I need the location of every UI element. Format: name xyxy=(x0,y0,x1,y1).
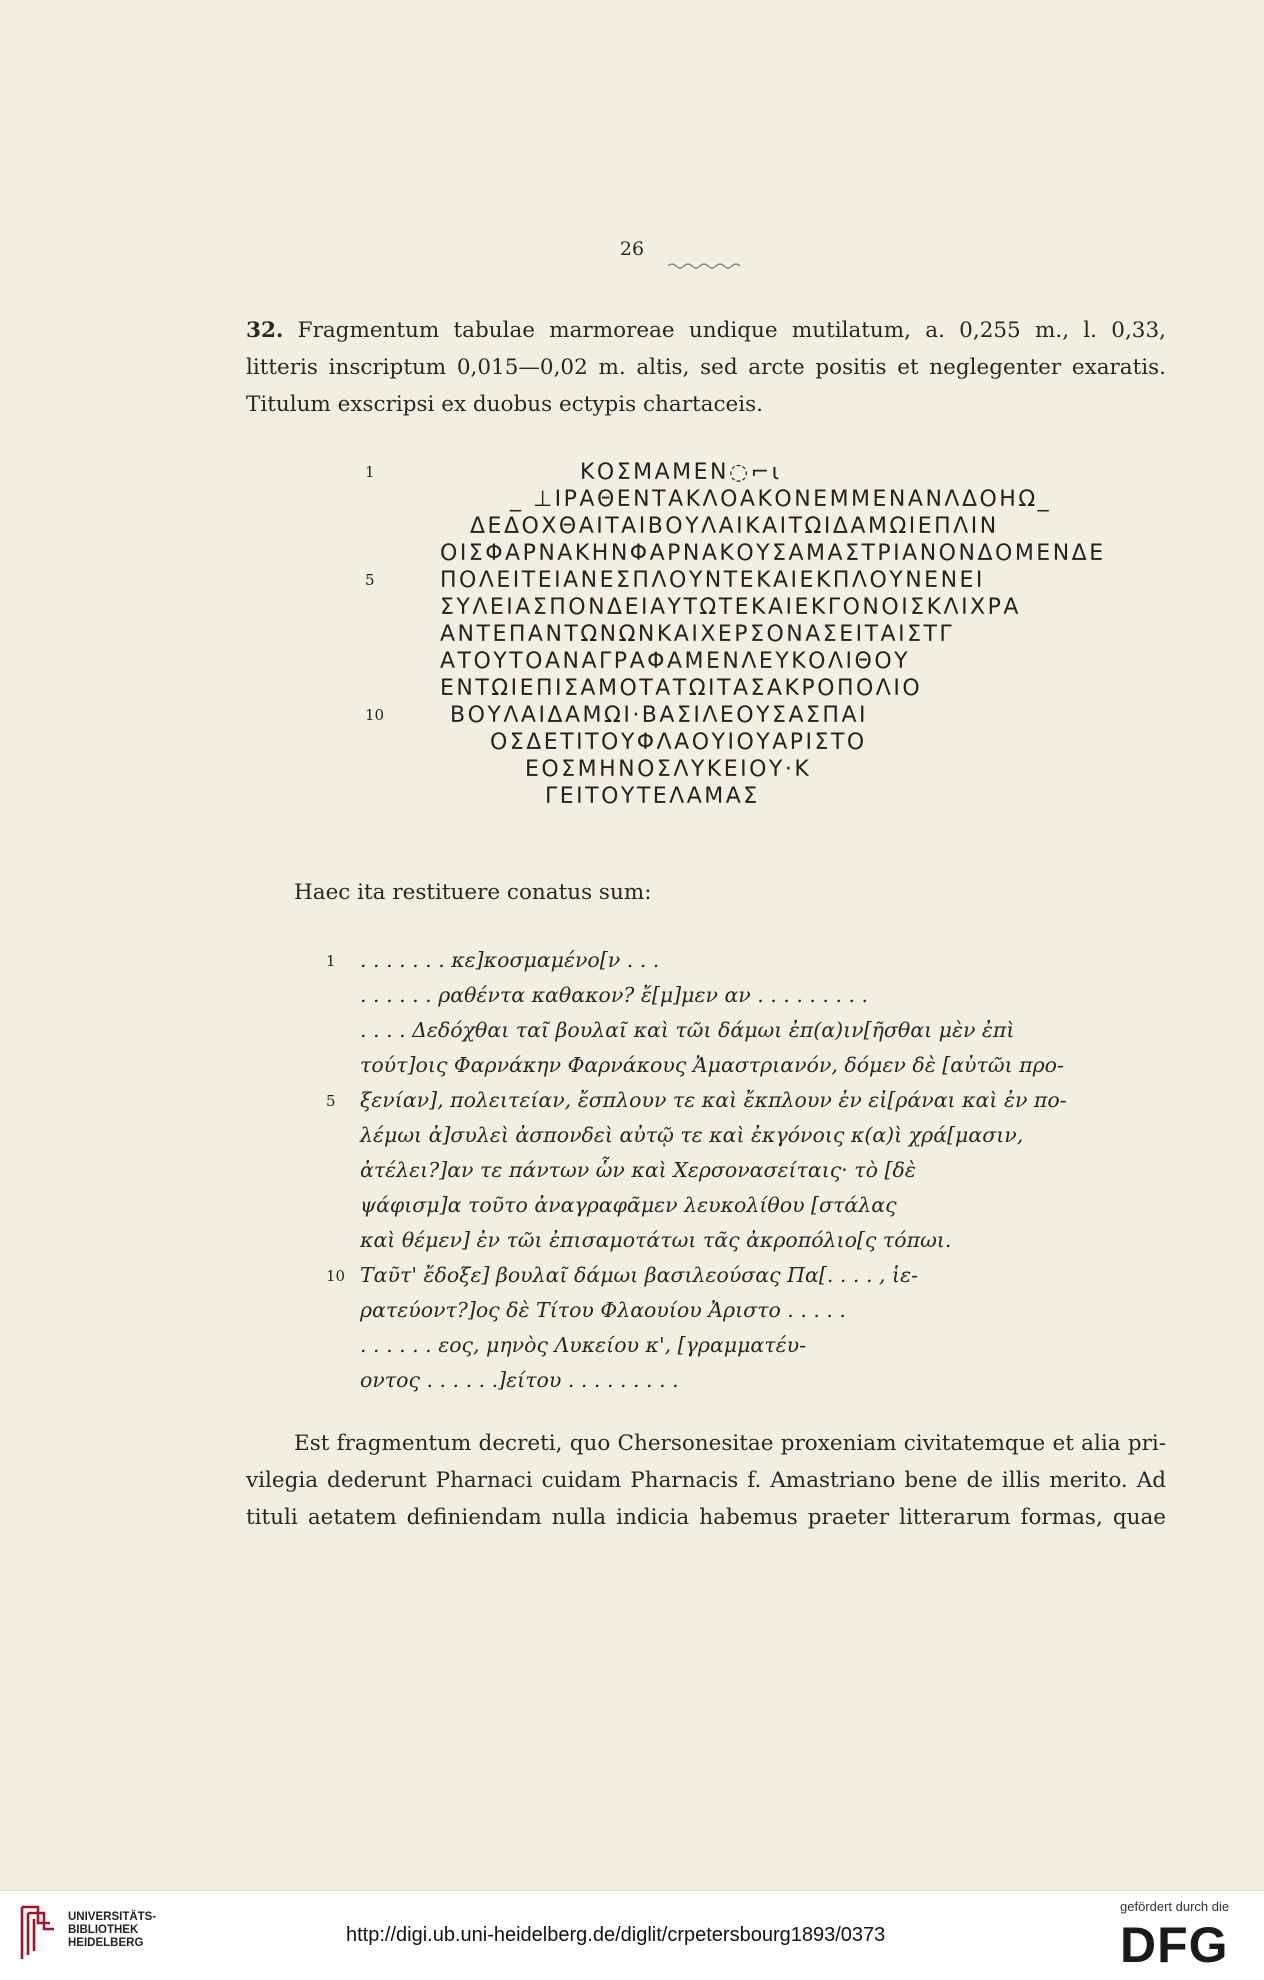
greek-text: καὶ θέμεν] ἐν τῶι ἐπισαμοτάτωι τᾶς ἀκροπόλιο[ς τόπωι. xyxy=(360,1228,952,1252)
inscription-line xyxy=(370,757,1070,784)
inscription-text: ΓΕΙΤΟΥΤΕΛΑΜΑΣ xyxy=(545,784,760,809)
inscription-text: _ ⊥ΙΡΑΘΕΝΤΑΚΛΟΑΚΟΝΕΜΜΕΝΑΝΛΔΟΗΩ_ xyxy=(510,487,1052,512)
greek-text: . . . . . . ραθέντα καθακον? ἔ[μ]μεν αν . . . . . . . . . xyxy=(360,983,869,1007)
inscription-line xyxy=(370,649,1070,676)
greek-line xyxy=(326,1263,1100,1298)
commentary-line: vilegia dederunt Pharnaci cuidam Pharnacis f. Amastriano bene de illis merito. Ad xyxy=(246,1468,1166,1493)
greek-text: οντος . . . . . .]είτου . . . . . . . . . xyxy=(360,1368,679,1392)
inscription-line xyxy=(370,541,1106,568)
greek-line xyxy=(360,1158,1100,1193)
greek-line xyxy=(360,1333,1100,1368)
library-logo-icon xyxy=(14,1903,56,1963)
greek-line xyxy=(360,1368,1100,1403)
entry-description-line: 32. Fragmentum tabulae marmoreae undique mutilatum, a. 0,255 m., l. 0,33, xyxy=(246,318,1166,343)
greek-text: ἀτέλει?]αν τε πάντων ὧν καὶ Χερσονασείταις· τὸ [δὲ xyxy=(360,1158,916,1182)
greek-text: ψάφισμ]α τοῦτο ἀναγραφᾶμεν λευκολίθου [στάλας xyxy=(360,1193,897,1217)
inscription-line xyxy=(370,730,1070,757)
inscription-line xyxy=(370,784,1070,811)
greek-line xyxy=(360,1053,1100,1088)
inscription-line xyxy=(370,514,1070,541)
inscription-text: ΠΟΛΕΙΤΕΙΑΝΕΣΠΛΟΥΝΤΕΚΑΙΕΚΠΛΟΥΝΕΝΕΙ xyxy=(440,568,985,593)
commentary-line: tituli aetatem definiendam nulla indicia habemus praeter litterarum formas, quae xyxy=(246,1505,1166,1530)
funded-by-label: gefördert durch die xyxy=(1120,1899,1230,1914)
inscription-text: ΕΟΣΜΗΝΟΣΛΥΚΕΙΟΥ·Κ xyxy=(525,757,812,782)
inscription-text: ΒΟΥΛΑΙΔΑΜΩΙ·ΒΑΣΙΛΕΟΥΣΑΣΠΑΙ xyxy=(450,703,868,728)
greek-line xyxy=(326,948,1100,983)
greek-line xyxy=(360,1193,1100,1228)
line-number: 1 xyxy=(326,952,336,970)
greek-text: ξενίαν], πολειτείαν, ἔσπλουν τε καὶ ἔκπλουν ἐν εἰ[ράναι καὶ ἐν πο- xyxy=(360,1088,1067,1112)
entry-description-line: litteris inscriptum 0,015—0,02 m. altis, sed arcte positis et neglegenter exaratis. xyxy=(246,355,1166,380)
library-name: UNIVERSITÄTS- BIBLIOTHEK HEIDELBERG xyxy=(68,1911,157,1949)
entry-description-line: Titulum exscripsi ex duobus ectypis chartaceis. xyxy=(246,392,763,417)
inscription-line xyxy=(370,622,1070,649)
inscription-text: ΑΤΟΥΤΟΑΝΑΓΡΑΦΑΜΕΝΛΕΥΚΟΛΙΘΟΥ xyxy=(440,649,911,674)
greek-line xyxy=(360,1018,1100,1053)
greek-text: ρατεύοντ?]ος δὲ Τίτου Φλαουίου Ἀριστο . . . . . xyxy=(360,1298,846,1322)
inscription-text: ΑΝΤΕΠΑΝΤΩΝΩΝΚΑΙΧΕΡΣΟΝΑΣΕΙΤΑΙΣΤΓ xyxy=(440,622,955,647)
page-number-underline xyxy=(668,262,742,270)
line-number: 10 xyxy=(365,706,385,724)
greek-line xyxy=(360,1123,1100,1158)
inscription-line xyxy=(370,487,1070,514)
greek-text: Ταῦτ' ἔδοξε] βουλαῖ δάμωι βασιλεούσας Πα[. . . . , ἱε- xyxy=(360,1263,918,1287)
line-number: 5 xyxy=(326,1092,336,1110)
greek-text: . . . . . . . κε]κοσμαμένο[ν . . . xyxy=(360,948,660,972)
greek-line xyxy=(326,1088,1100,1123)
inscription-text: ΟΙΣΦΑΡΝΑΚΗΝΦΑΡΝΑΚΟΥΣΑΜΑΣΤΡΙΑΝΟΝΔΟΜΕΝΔΕ xyxy=(440,541,1106,566)
greek-line xyxy=(360,1298,1100,1333)
commentary-line: Est fragmentum decreti, quo Chersonesitae proxeniam civitatemque et alia pri- xyxy=(294,1431,1166,1456)
inscription-text: ΚΟΣΜΑΜΕΝ◌⌐ι xyxy=(580,460,782,485)
inscription-text: ΕΝΤΩΙΕΠΙΣΑΜΟΤΑΤΩΙΤΑΣΑΚΡΟΠΟΛΙΟ xyxy=(440,676,923,701)
greek-line xyxy=(360,983,1100,1018)
inscription-line xyxy=(370,676,1070,703)
commentary xyxy=(246,1425,1166,1536)
inscription-text: ΔΕΔΟΧΘΑΙΤΑΙΒΟΥΛΑΙΚΑΙΤΩΙΔΑΜΩΙΕΠΛΙΝ xyxy=(470,514,999,539)
footer-bar xyxy=(0,1890,1264,1980)
inscription-line xyxy=(370,595,1070,622)
inscription-line xyxy=(365,460,1070,487)
line-number: 5 xyxy=(365,571,375,589)
inscription-text: ΣΥΛΕΙΑΣΠΟΝΔΕΙΑΥΤΩΤΕΚΑΙΕΚΓΟΝΟΙΣΚΛΙΧΡΑ xyxy=(440,595,1021,620)
inscription-line xyxy=(365,568,1070,595)
page-number: 26 xyxy=(619,238,645,260)
greek-text: τούτ]οις Φαρνάκην Φαρνάκους Ἀμαστριανόν, δόμεν δὲ [αὐτῶι προ- xyxy=(360,1053,1064,1077)
greek-restoration xyxy=(326,948,1100,1403)
entry-number: 32. xyxy=(246,318,284,343)
permalink[interactable]: http://digi.ub.uni-heidelberg.de/diglit/crpetersbourg1893/0373 xyxy=(346,1924,886,1946)
inscription-line xyxy=(365,703,1070,730)
inscription-transcription xyxy=(365,460,1106,811)
greek-line xyxy=(360,1228,1100,1263)
inscription-text: ΟΣΔΕΤΙΤΟΥΦΛΑΟΥΙΟΥΑΡΙΣΤΟ xyxy=(490,730,867,755)
entry-description xyxy=(246,312,1166,423)
line-number: 1 xyxy=(365,463,375,481)
restoration-heading: Haec ita restituere conatus sum: xyxy=(294,880,652,905)
greek-text: . . . . Δεδόχθαι ταῖ βουλαῖ καὶ τῶι δάμωι ἐπ(α)ιν[ῆσθαι μὲν ἐπὶ xyxy=(360,1018,1015,1042)
line-number: 10 xyxy=(326,1267,346,1285)
greek-text: . . . . . . εος, μηνὸς Λυκείου κ', [γραμματέυ- xyxy=(360,1333,807,1357)
dfg-logo: DFG xyxy=(1120,1917,1229,1973)
greek-text: λέμωι ἀ]συλεὶ ἀσπονδεὶ αὐτῷ τε καὶ ἐκγόνοις κ(α)ὶ χρά[μασιν, xyxy=(360,1123,1024,1147)
